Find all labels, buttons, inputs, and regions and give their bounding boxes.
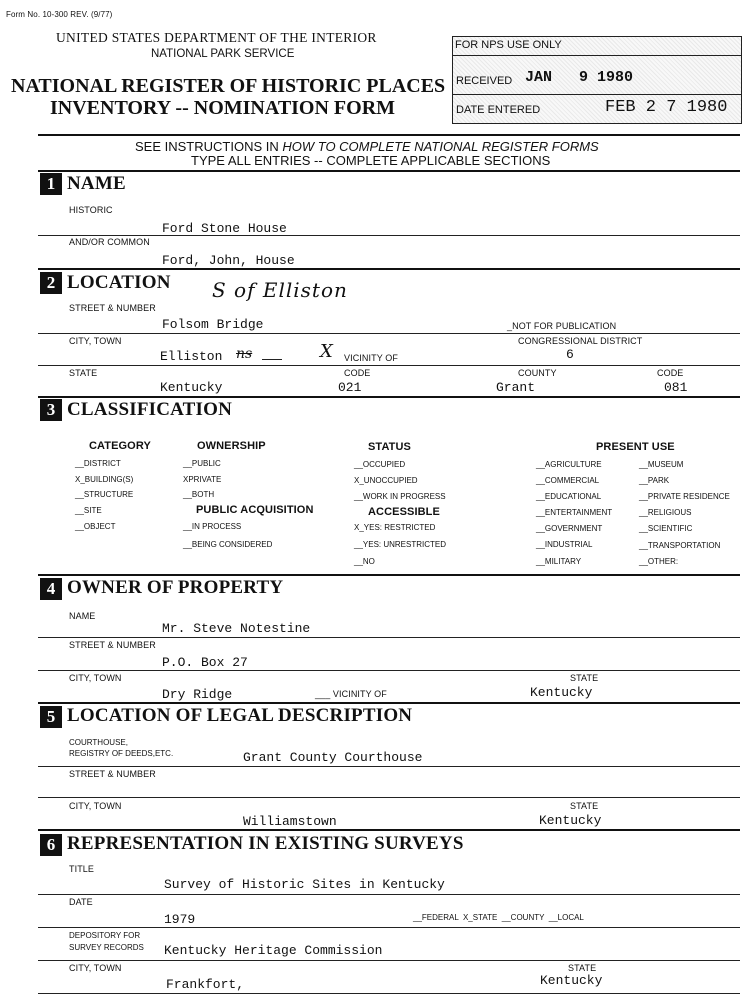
- not-for-publication: _NOT FOR PUBLICATION: [507, 321, 617, 331]
- owner-name: Mr. Steve Notestine: [162, 621, 311, 636]
- county-label: COUNTY: [518, 368, 557, 378]
- present-use-option: __SCIENTIFIC: [639, 524, 693, 533]
- handwritten-note: S of Elliston: [212, 278, 348, 302]
- received-stamp: JAN 9 1980: [525, 69, 634, 86]
- section-3-title: CLASSIFICATION: [67, 399, 233, 420]
- category-option: __SITE: [75, 506, 102, 515]
- survey-date-label: DATE: [69, 897, 93, 907]
- historic-name: Ford Stone House: [162, 221, 287, 236]
- legal-street-label: STREET & NUMBER: [69, 769, 156, 779]
- accessible-option: X_YES: RESTRICTED: [354, 523, 436, 532]
- section-1-title: NAME: [67, 173, 126, 194]
- common-name: Ford, John, House: [162, 253, 295, 268]
- instructions-line-1: SEE INSTRUCTIONS IN HOW TO COMPLETE NATIONAL REGISTER FORMS: [135, 139, 599, 154]
- section-5-number: 5: [40, 706, 62, 728]
- survey-title: Survey of Historic Sites in Kentucky: [164, 877, 445, 892]
- category-option: __DISTRICT: [75, 459, 121, 468]
- present-use-option: __MILITARY: [536, 557, 582, 566]
- status-option: __OCCUPIED: [354, 460, 406, 469]
- owner-city-label: CITY, TOWN: [69, 673, 122, 683]
- present-use-option: __GOVERNMENT: [536, 524, 603, 533]
- category-heading: CATEGORY: [89, 440, 151, 452]
- accessible-heading: ACCESSIBLE: [368, 506, 440, 518]
- owner-city: Dry Ridge: [162, 687, 233, 702]
- congressional-district: 6: [566, 347, 574, 362]
- status-option: X_UNOCCUPIED: [354, 476, 418, 485]
- entered-label: DATE ENTERED: [456, 104, 541, 116]
- code-label-1: CODE: [344, 368, 371, 378]
- present-use-option: __OTHER:: [639, 557, 679, 566]
- acquisition-option: __IN PROCESS: [183, 522, 242, 531]
- code-label-2: CODE: [657, 368, 684, 378]
- survey-title-label: TITLE: [69, 864, 95, 874]
- acquisition-heading: PUBLIC ACQUISITION: [196, 504, 314, 516]
- street-value: Folsom Bridge: [162, 317, 264, 332]
- state-label: STATE: [69, 368, 98, 378]
- depository-label-2: SURVEY RECORDS: [69, 943, 144, 952]
- courthouse-label-1: COURTHOUSE,: [69, 738, 128, 747]
- section-1-number: 1: [40, 173, 62, 195]
- courthouse-value: Grant County Courthouse: [243, 750, 423, 765]
- present-use-heading: PRESENT USE: [596, 441, 675, 453]
- instructions-line-2: TYPE ALL ENTRIES -- COMPLETE APPLICABLE SECTIONS: [191, 153, 551, 168]
- present-use-option: __COMMERCIAL: [536, 476, 600, 485]
- owner-state: Kentucky: [530, 685, 593, 700]
- present-use-option: __RELIGIOUS: [639, 508, 692, 517]
- owner-street-label: STREET & NUMBER: [69, 640, 156, 650]
- form-title-2: INVENTORY -- NOMINATION FORM: [50, 97, 396, 119]
- legal-city: Williamstown: [243, 814, 337, 829]
- state-code: 021: [338, 380, 362, 395]
- section-3-number: 3: [40, 399, 62, 421]
- status-heading: STATUS: [368, 441, 411, 453]
- survey-scope: __FEDERAL X_STATE __COUNTY __LOCAL: [413, 913, 584, 922]
- present-use-option: __INDUSTRIAL: [536, 540, 593, 549]
- historic-label: HISTORIC: [69, 205, 113, 215]
- vicinity-label: VICINITY OF: [344, 353, 398, 363]
- ownership-option: XPRIVATE: [183, 475, 222, 484]
- entered-stamp: FEB 2 7 1980: [605, 98, 728, 117]
- ownership-heading: OWNERSHIP: [197, 440, 266, 452]
- service-name: NATIONAL PARK SERVICE: [151, 48, 295, 60]
- vicinity-checkmark: X: [320, 341, 333, 362]
- category-option: X_BUILDING(S): [75, 475, 134, 484]
- owner-name-label: NAME: [69, 611, 96, 621]
- county-code: 081: [664, 380, 688, 395]
- department-name: UNITED STATES DEPARTMENT OF THE INTERIOR: [56, 30, 377, 45]
- survey-city-label: CITY, TOWN: [69, 963, 122, 973]
- city-value: Elliston: [160, 349, 223, 364]
- category-option: __STRUCTURE: [75, 490, 134, 499]
- survey-state-label: STATE: [568, 963, 597, 973]
- nps-use-box: [452, 36, 742, 124]
- present-use-option: __MUSEUM: [639, 460, 684, 469]
- ownership-option: __PUBLIC: [183, 459, 221, 468]
- present-use-option: __EDUCATIONAL: [536, 492, 602, 501]
- status-option: __WORK IN PROGRESS: [354, 492, 446, 501]
- section-4-number: 4: [40, 578, 62, 600]
- present-use-option: __PRIVATE RESIDENCE: [639, 492, 730, 501]
- owner-vicinity-label: ___ VICINITY OF: [315, 689, 387, 699]
- depository-label-1: DEPOSITORY FOR: [69, 931, 141, 940]
- survey-state: Kentucky: [540, 973, 603, 988]
- owner-state-label: STATE: [570, 673, 599, 683]
- legal-city-label: CITY, TOWN: [69, 801, 122, 811]
- legal-state-label: STATE: [570, 801, 599, 811]
- ownership-option: __BOTH: [183, 490, 215, 499]
- section-6-title: REPRESENTATION IN EXISTING SURVEYS: [67, 833, 464, 854]
- nps-heading: FOR NPS USE ONLY: [455, 39, 562, 51]
- section-2-number: 2: [40, 272, 62, 294]
- state-value: Kentucky: [160, 380, 223, 395]
- category-option: __OBJECT: [75, 522, 116, 531]
- city-label: CITY, TOWN: [69, 336, 122, 346]
- city-struck-mark: ns: [236, 346, 253, 362]
- courthouse-label-2: REGISTRY OF DEEDS,ETC.: [69, 749, 174, 758]
- street-label: STREET & NUMBER: [69, 303, 156, 313]
- accessible-option: __YES: UNRESTRICTED: [354, 540, 447, 549]
- present-use-option: __TRANSPORTATION: [639, 541, 721, 550]
- congressional-label: CONGRESSIONAL DISTRICT: [518, 336, 643, 346]
- common-label: AND/OR COMMON: [69, 237, 150, 247]
- section-2-title: LOCATION: [67, 272, 171, 293]
- acquisition-option: __BEING CONSIDERED: [183, 540, 273, 549]
- received-label: RECEIVED: [456, 75, 513, 87]
- form-number: Form No. 10-300 REV. (9/77): [6, 10, 113, 19]
- accessible-option: __NO: [354, 557, 375, 566]
- present-use-option: __PARK: [639, 476, 670, 485]
- survey-city: Frankfort,: [166, 977, 245, 992]
- depository-value: Kentucky Heritage Commission: [164, 943, 383, 958]
- present-use-option: __AGRICULTURE: [536, 460, 602, 469]
- county-value: Grant: [496, 380, 536, 395]
- section-6-number: 6: [40, 834, 62, 856]
- present-use-option: __ENTERTAINMENT: [536, 508, 613, 517]
- legal-state: Kentucky: [539, 813, 602, 828]
- section-4-title: OWNER OF PROPERTY: [67, 577, 284, 598]
- section-5-title: LOCATION OF LEGAL DESCRIPTION: [67, 705, 413, 726]
- survey-date: 1979: [164, 912, 196, 927]
- instructions-italic: HOW TO COMPLETE NATIONAL REGISTER FORMS: [282, 139, 599, 154]
- owner-street: P.O. Box 27: [162, 655, 248, 670]
- form-title-1: NATIONAL REGISTER OF HISTORIC PLACES: [11, 75, 446, 97]
